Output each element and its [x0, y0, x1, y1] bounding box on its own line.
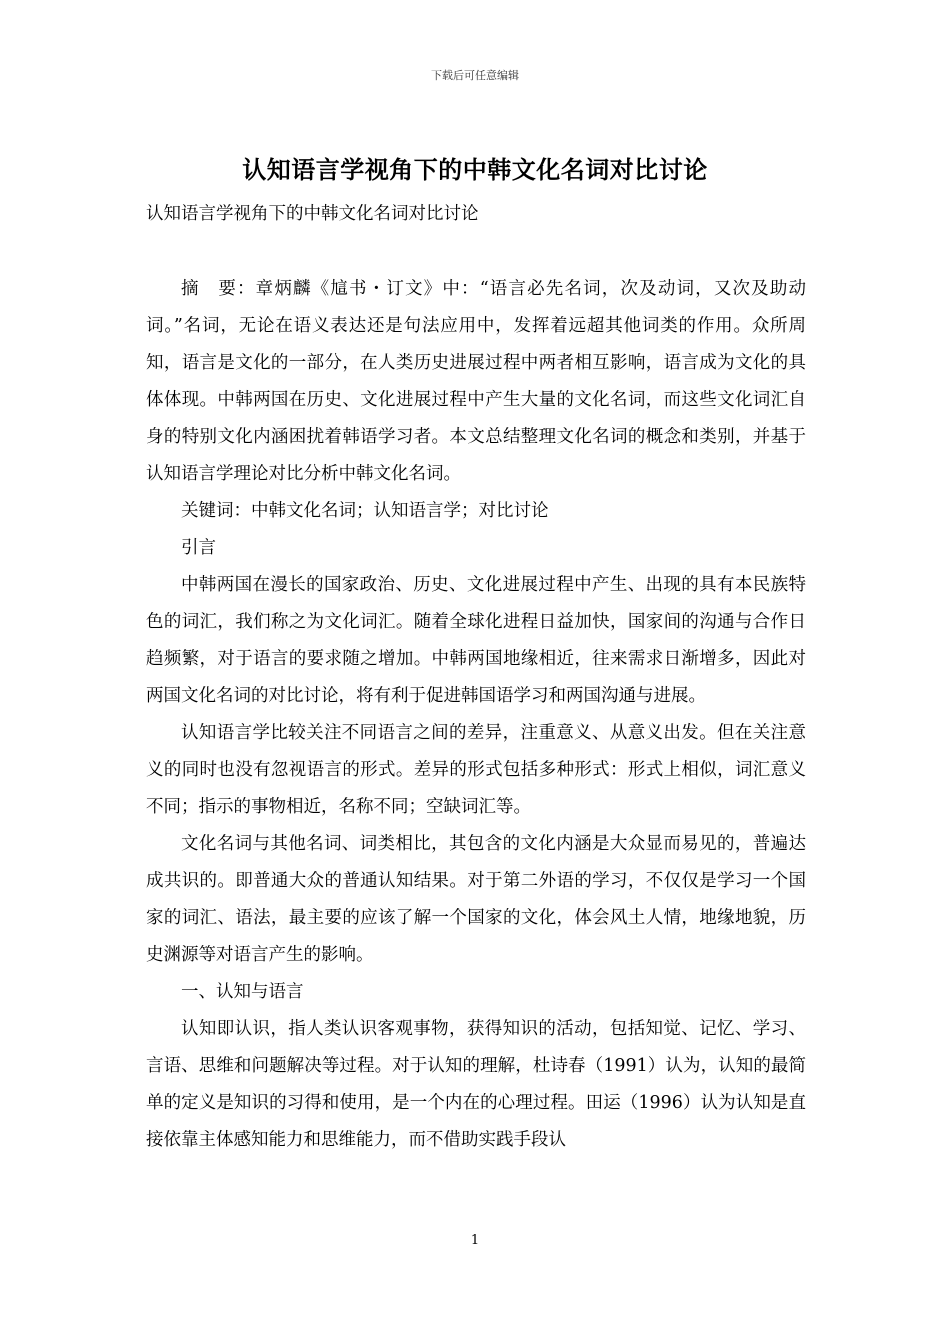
body-paragraph: 文化名词与其他名词、词类相比，其包含的文化内涵是大众显而易见的，普遍达成共识的。即普通大众的普通认知结果。对于第二外语的学习，不仅仅是学习一个国家的词汇、语法，最主要的应该了解一个国家的文化，体会风土人情，地缘地貌，历史渊源等对语言产生的影响。 [146, 834, 806, 965]
body-paragraph: 认知即认识，指人类认识客观事物，获得知识的活动，包括知觉、记忆、学习、言语、思维和问题解决等过程。对于认知的理解，杜诗春（1991）认为，认知的最简单的定义是知识的习得和使用，是一个内在的心理过程。田运（1996）认为认知是直接依靠主体感知能力和思维能力，而不借助实践手段认 [146, 1019, 806, 1150]
body-text [146, 271, 806, 1159]
section-heading-cognition: 一、认知与语言 [181, 982, 304, 1002]
abstract-paragraph: 摘 要：章炳麟《訄书・订文》中：“语言必先名词，次及动词，又次及助动词。”名词，无论在语义表达还是句法应用中，发挥着远超其他词类的作用。众所周知，语言是文化的一部分，在人类历史进展过程中两者相互影响，语言成为文化的具体体现。中韩两国在历史、文化进展过程中产生大量的文化名词，而这些文化词汇自身的特别文化内涵困扰着韩语学习者。本文总结整理文化名词的概念和类别，并基于认知语言学理论对比分析中韩文化名词。 [146, 279, 806, 484]
section-heading-introduction: 引言 [181, 538, 216, 558]
document-title: 认知语言学视角下的中韩文化名词对比讨论 [242, 155, 708, 184]
body-paragraph: 认知语言学比较关注不同语言之间的差异，注重意义、从意义出发。但在关注意义的同时也没有忽视语言的形式。差异的形式包括多种形式：形式上相似，词汇意义不同；指示的事物相近，名称不同；空缺词汇等。 [146, 723, 806, 817]
document-subtitle: 认知语言学视角下的中韩文化名词对比讨论 [146, 204, 479, 224]
page-number: 1 [470, 1233, 480, 1248]
body-paragraph: 中韩两国在漫长的国家政治、历史、文化进展过程中产生、出现的具有本民族特色的词汇，我们称之为文化词汇。随着全球化进程日益加快，国家间的沟通与合作日趋频繁，对于语言的要求随之增加。中韩两国地缘相近，往来需求日渐增多，因此对两国文化名词的对比讨论，将有利于促进韩国语学习和两国沟通与进展。 [146, 575, 806, 706]
header-note: 下载后可任意编辑 [431, 69, 519, 82]
keywords-paragraph: 关键词：中韩文化名词；认知语言学；对比讨论 [181, 501, 549, 521]
